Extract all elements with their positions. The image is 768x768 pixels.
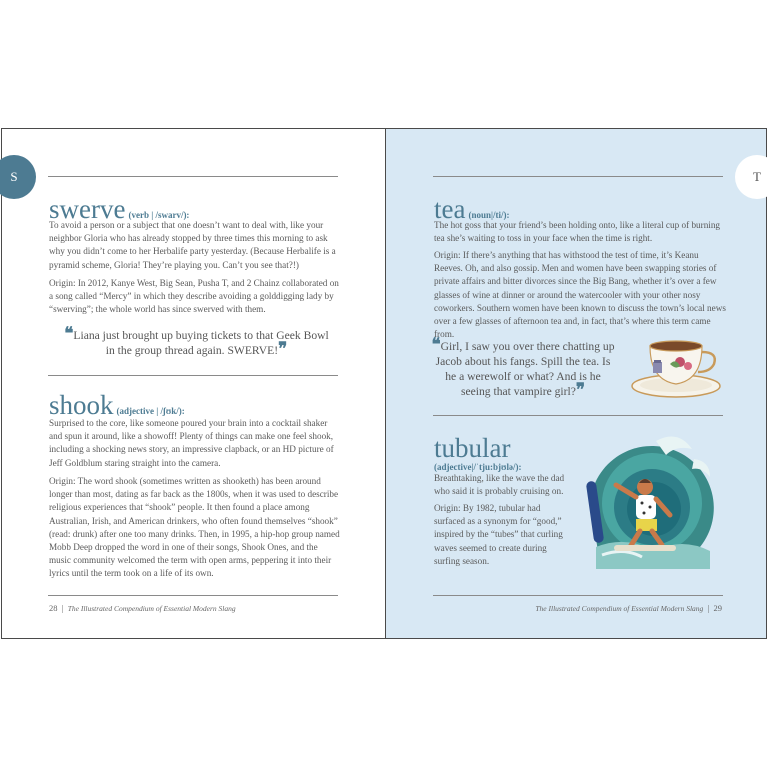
page-footer: 28 | The Illustrated Compendium of Essential Modern Slang (49, 603, 236, 613)
example-quote (64, 324, 329, 358)
page-footer: The Illustrated Compendium of Essential Modern Slang | 29 (535, 603, 722, 613)
surfer-wave-illustration (582, 429, 724, 573)
open-quote-icon: ❝ (64, 324, 74, 343)
headword-text: tubular (434, 433, 511, 463)
entry-origin: Origin: By 1982, tubular had surfaced as a synonym for “good,” inspired by the “tubes” that curling waves seemed to create during surfing season. (434, 503, 563, 566)
part-of-speech: (verb | /swarv/): (128, 210, 190, 220)
section-tab-s (0, 155, 36, 199)
close-quote-icon: ❞ (575, 380, 586, 399)
tab-letter: S (10, 169, 18, 184)
part-of-speech: (adjective|/ˈtju:bjʊlə/): (434, 462, 522, 472)
entry-divider (48, 375, 338, 376)
headword-text: tea (434, 194, 466, 224)
open-quote-icon: ❝ (431, 335, 441, 354)
page-number: 29 (713, 603, 722, 613)
entry-divider (433, 415, 723, 416)
page-number: 28 (49, 603, 58, 613)
entry-definition: The hot goss that your friend’s been holding onto, like a literal cup of burning tea she’s waiting to toss in your face when the time is right. (434, 220, 721, 244)
entry-definition: To avoid a person or a subject that one doesn’t want to deal with, like your neighbor Gloria who has already stopped by three times this morning to ask why you didn’t come to her Herbalife party yesterday. (Because Herbalife is a pyramid scheme, Gloria! They’re playing you. Can’t you see that?!) (49, 220, 336, 270)
book-title: The Illustrated Compendium of Essential Modern Slang (67, 604, 236, 613)
example-quote (430, 335, 616, 399)
close-quote-icon: ❞ (278, 339, 288, 358)
entry-definition: Breathtaking, like the wave the dad who said it is probably cruising on. (434, 473, 565, 497)
top-divider (433, 176, 723, 177)
entry-origin: Origin: If there’s anything that has withstood the test of time, it’s Keanu Reeves. Oh, and also gossip. Men and women have been swapping stories of private affairs and bitter divorces since the Big Bang, whether it’s over a few glasses of wine at dinner or around the watercooler with your other nosy coworkers. Southern women have been known to discuss the town’s local news over a few glasses of afternoon tea and, in fact, that’s where this term came from. (434, 250, 726, 340)
right-page (385, 129, 766, 638)
entry-headword (434, 435, 510, 462)
quote-text: Liana just brought up buying tickets to that Geek Bowl in the group thread again. SWERVE! (73, 329, 329, 357)
entry-origin: Origin: In 2012, Kanye West, Big Sean, Pusha T, and 2 Chainz collaborated on a song called “Mercy” in which they describe avoiding a golddigging lady by “swerving”; the whole world has since swerved with them. (49, 278, 339, 315)
footer-divider (48, 595, 338, 596)
footer-divider (433, 595, 723, 596)
teacup-illustration (630, 336, 722, 400)
top-divider (48, 176, 338, 177)
entry-origin: Origin: The word shook (sometimes written as shooketh) has been around longer than most, dating as far back as the 1800s, when it was used to describe religious experiences that “shook” people. It then found a place among Australian, Irish, and American drinkers, who often found themselves “shook” (read: drunk) after one too many drinks. Then, in 1995, a hip-hop group named Mobb Deep dropped the word in one of their songs, Shook Ones, and the music community welcomed the term with open arms, peppering it into their lyrics until the term took on a life of its own. (49, 476, 340, 579)
book-title: The Illustrated Compendium of Essential Modern Slang (535, 604, 704, 613)
tab-letter: T (753, 169, 761, 184)
quote-text: Girl, I saw you over there chatting up Jacob about his fangs. Spill the tea. Is he a werewolf or what? And is he seeing that vampire girl? (435, 340, 615, 398)
book-spread (1, 128, 767, 639)
headword-text: shook (49, 390, 114, 420)
part-of-speech: (noun|/ti/): (468, 210, 510, 220)
entry-headword (49, 392, 185, 419)
headword-text: swerve (49, 194, 126, 224)
section-tab-t (735, 155, 768, 199)
entry-definition: Surprised to the core, like someone poured your brain into a cocktail shaker and spun it around, like a showoff! Plenty of things can make one feel shook, including a shocking news story, an impressive clapback, or an HD picture of Jeff Goldblum staring straight into the camera. (49, 418, 334, 468)
left-page (2, 129, 385, 638)
part-of-speech: (adjective | /ʃʊk/): (116, 406, 185, 416)
